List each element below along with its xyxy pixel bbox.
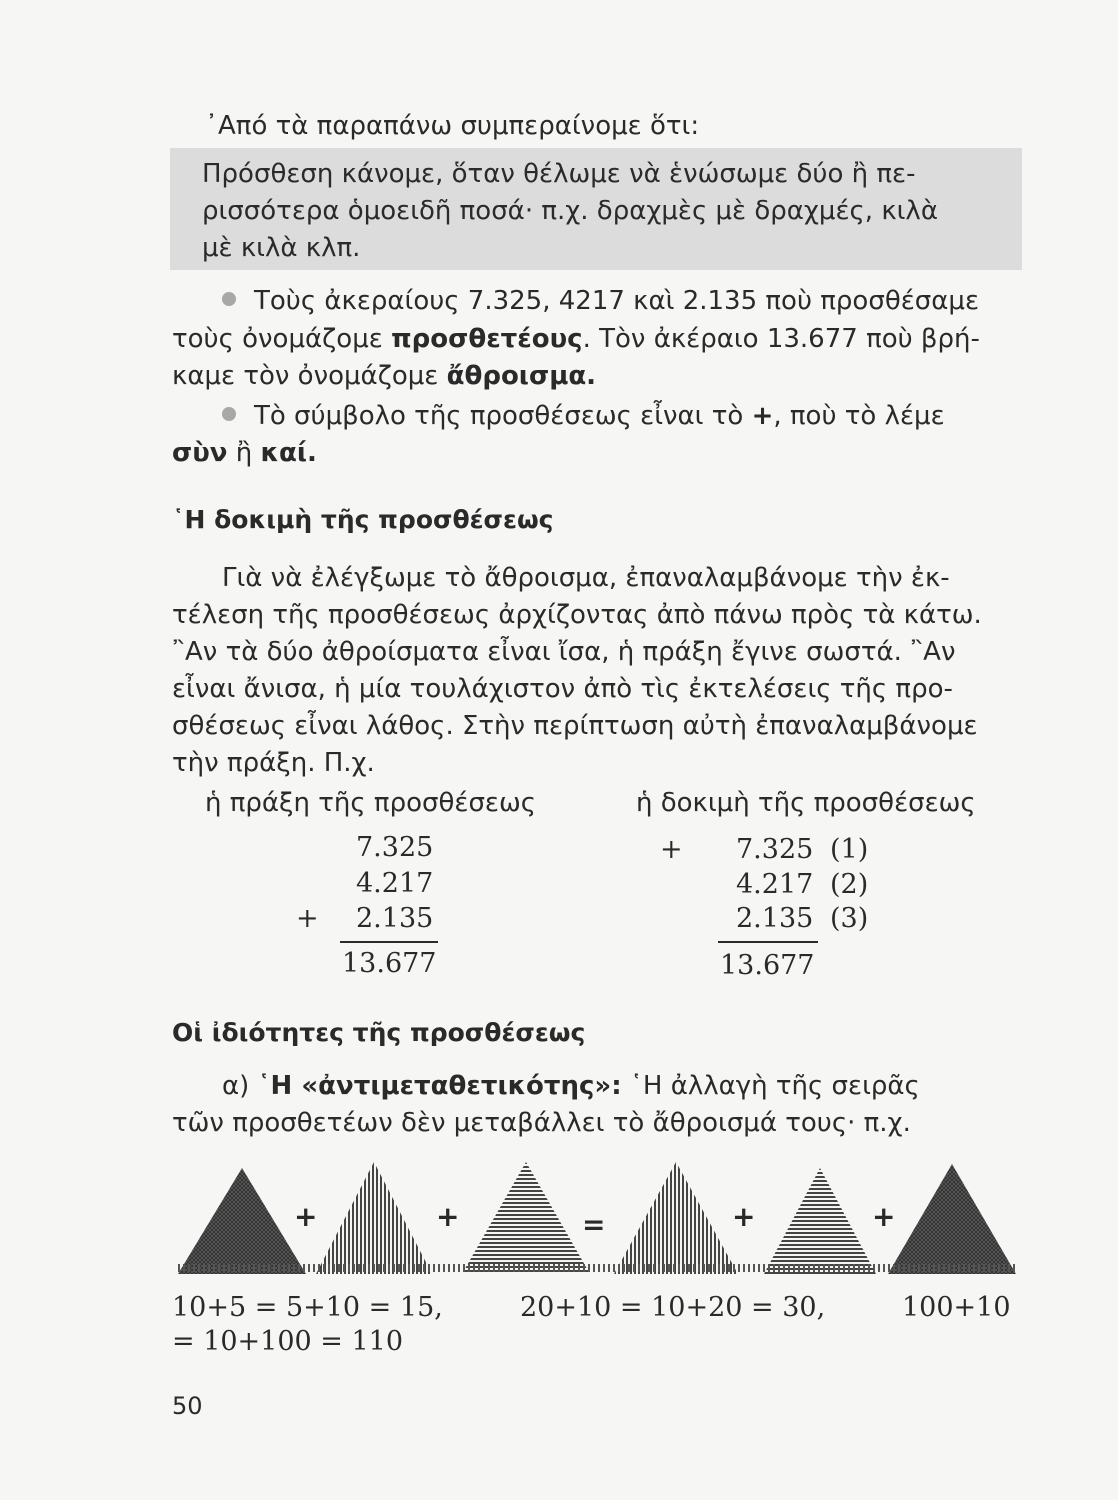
check-line-4: εἶναι ἄνισα, ἡ μία τουλάχιστον ἀπὸ τὶς ἐκτελέσεις τῆς προ- [172,674,953,704]
triangle-dotted-icon [888,1164,1016,1274]
term-sum: ἄθροισμα. [446,361,597,391]
left-addend-1: 7.325 [356,832,434,863]
equation-2: 20+10 = 10+20 = 30, [520,1292,826,1323]
word-kai: καί. [260,438,317,468]
property-name: ῾Η «ἀντιμεταθετικότης»: [257,1071,622,1101]
terms-line-2c: . Τὸν ἀκέραιο 13.677 ποὺ βρή- [582,324,980,354]
check-line-2: τέλεση τῆς προσθέσεως ἀρχίζοντας ἀπὸ πάνω πρὸς τὰ κάτω. [172,600,982,630]
left-sum: 13.677 [342,948,437,979]
right-sum-rule [718,941,818,943]
definition-line-1: Πρόσθεση κάνομε, ὅταν θέλωμε νὰ ἑνώσωμε δύο ἢ πε- [202,159,916,189]
right-plus-sign: + [660,834,683,865]
definition-line-3: μὲ κιλὰ κλπ. [202,233,361,263]
triangle-horizontal-lines-icon [764,1168,876,1274]
right-label-3: (3) [830,903,869,934]
triangle-horizontal-lines-icon [462,1162,590,1274]
left-addend-2: 4.217 [356,868,434,899]
triangle-baseline [178,1264,1016,1272]
plus-operator: + [294,1200,318,1233]
left-plus-sign: + [296,903,319,934]
bullet-icon [222,292,236,306]
right-addend-2: 4.217 [736,869,814,900]
right-addend-1: 7.325 [736,834,814,865]
equation-3-end: = 10+100 = 110 [172,1326,404,1357]
equation-3-start: 100+10 [902,1292,1011,1323]
check-line-6: τὴν πράξη. Π.χ. [172,748,375,778]
definition-line-2: ρισσότερα ὁμοειδῆ ποσά· π.χ. δραχμὲς μὲ δραχμές, κιλὰ [202,196,938,226]
triangle-dotted-icon [178,1168,306,1274]
property-text-2: τῶν προσθετέων δὲν μεταβάλλει τὸ ἄθροισμά τους· π.χ. [172,1108,911,1138]
left-addend-3: 2.135 [356,903,434,934]
symbol-line-1c: , ποὺ τὸ λέμε [773,401,945,431]
word-syn: σὺν [172,438,228,468]
symbol-line-1a: Τὸ σύμβολο τῆς προσθέσεως εἶναι τὸ [254,401,752,431]
check-line-5: σθέσεως εἶναι λάθος. Στὴν περίπτωση αὐτὴ ἐπαναλαμβάνομε [172,711,978,741]
right-example-title: ἡ δοκιμὴ τῆς προσθέσεως [636,788,976,818]
property-text-1: ῾Η ἀλλαγὴ τῆς σειρᾶς [621,1071,920,1101]
word-or: ἢ [227,438,261,468]
plus-operator: + [436,1200,460,1233]
terms-line-1: Τοὺς ἀκεραίους 7.325, 4217 καὶ 2.135 ποὺ προσθέσαμε [254,286,979,316]
check-line-3: ῍Αν τὰ δύο ἀθροίσματα εἶναι ἴσα, ἡ πράξη ἔγινε σωστά. ῍Αν [172,637,956,667]
section-heading-check: ῾Η δοκιμὴ τῆς προσθέσεως [172,505,554,534]
left-sum-rule [340,941,438,943]
term-addends: προσθετέους [391,324,583,354]
bullet-icon [222,407,236,421]
page-number: 50 [172,1392,203,1420]
right-label-2: (2) [830,869,869,900]
definition-box [170,148,1022,270]
triangle-vertical-lines-icon [614,1162,738,1274]
check-line-1: Γιὰ νὰ ἐλέγξωμε τὸ ἄθροισμα, ἐπαναλαμβάνομε τὴν ἐκ- [222,563,950,593]
triangle-illustration [176,1158,1016,1274]
property-label: α) [222,1071,258,1101]
intro-text: ᾿Από τὰ παραπάνω συμπεραίνομε ὅτι: [205,111,700,141]
equals-operator: = [582,1208,606,1241]
left-example-title: ἡ πράξη τῆς προσθέσεως [205,788,537,818]
right-sum: 13.677 [720,950,815,981]
plus-symbol: + [751,401,774,431]
triangle-vertical-lines-icon [316,1162,432,1274]
terms-line-3a: καμε τὸν ὀνομάζομε [172,361,447,391]
section-heading-properties: Οἱ ἰδιότητες τῆς προσθέσεως [172,1018,586,1047]
equation-1: 10+5 = 5+10 = 15, [172,1292,443,1323]
right-addend-3: 2.135 [736,903,814,934]
terms-line-2a: τοὺς ὀνομάζομε [172,324,392,354]
plus-operator: + [732,1200,756,1233]
right-label-1: (1) [830,834,869,865]
plus-operator: + [872,1200,896,1233]
